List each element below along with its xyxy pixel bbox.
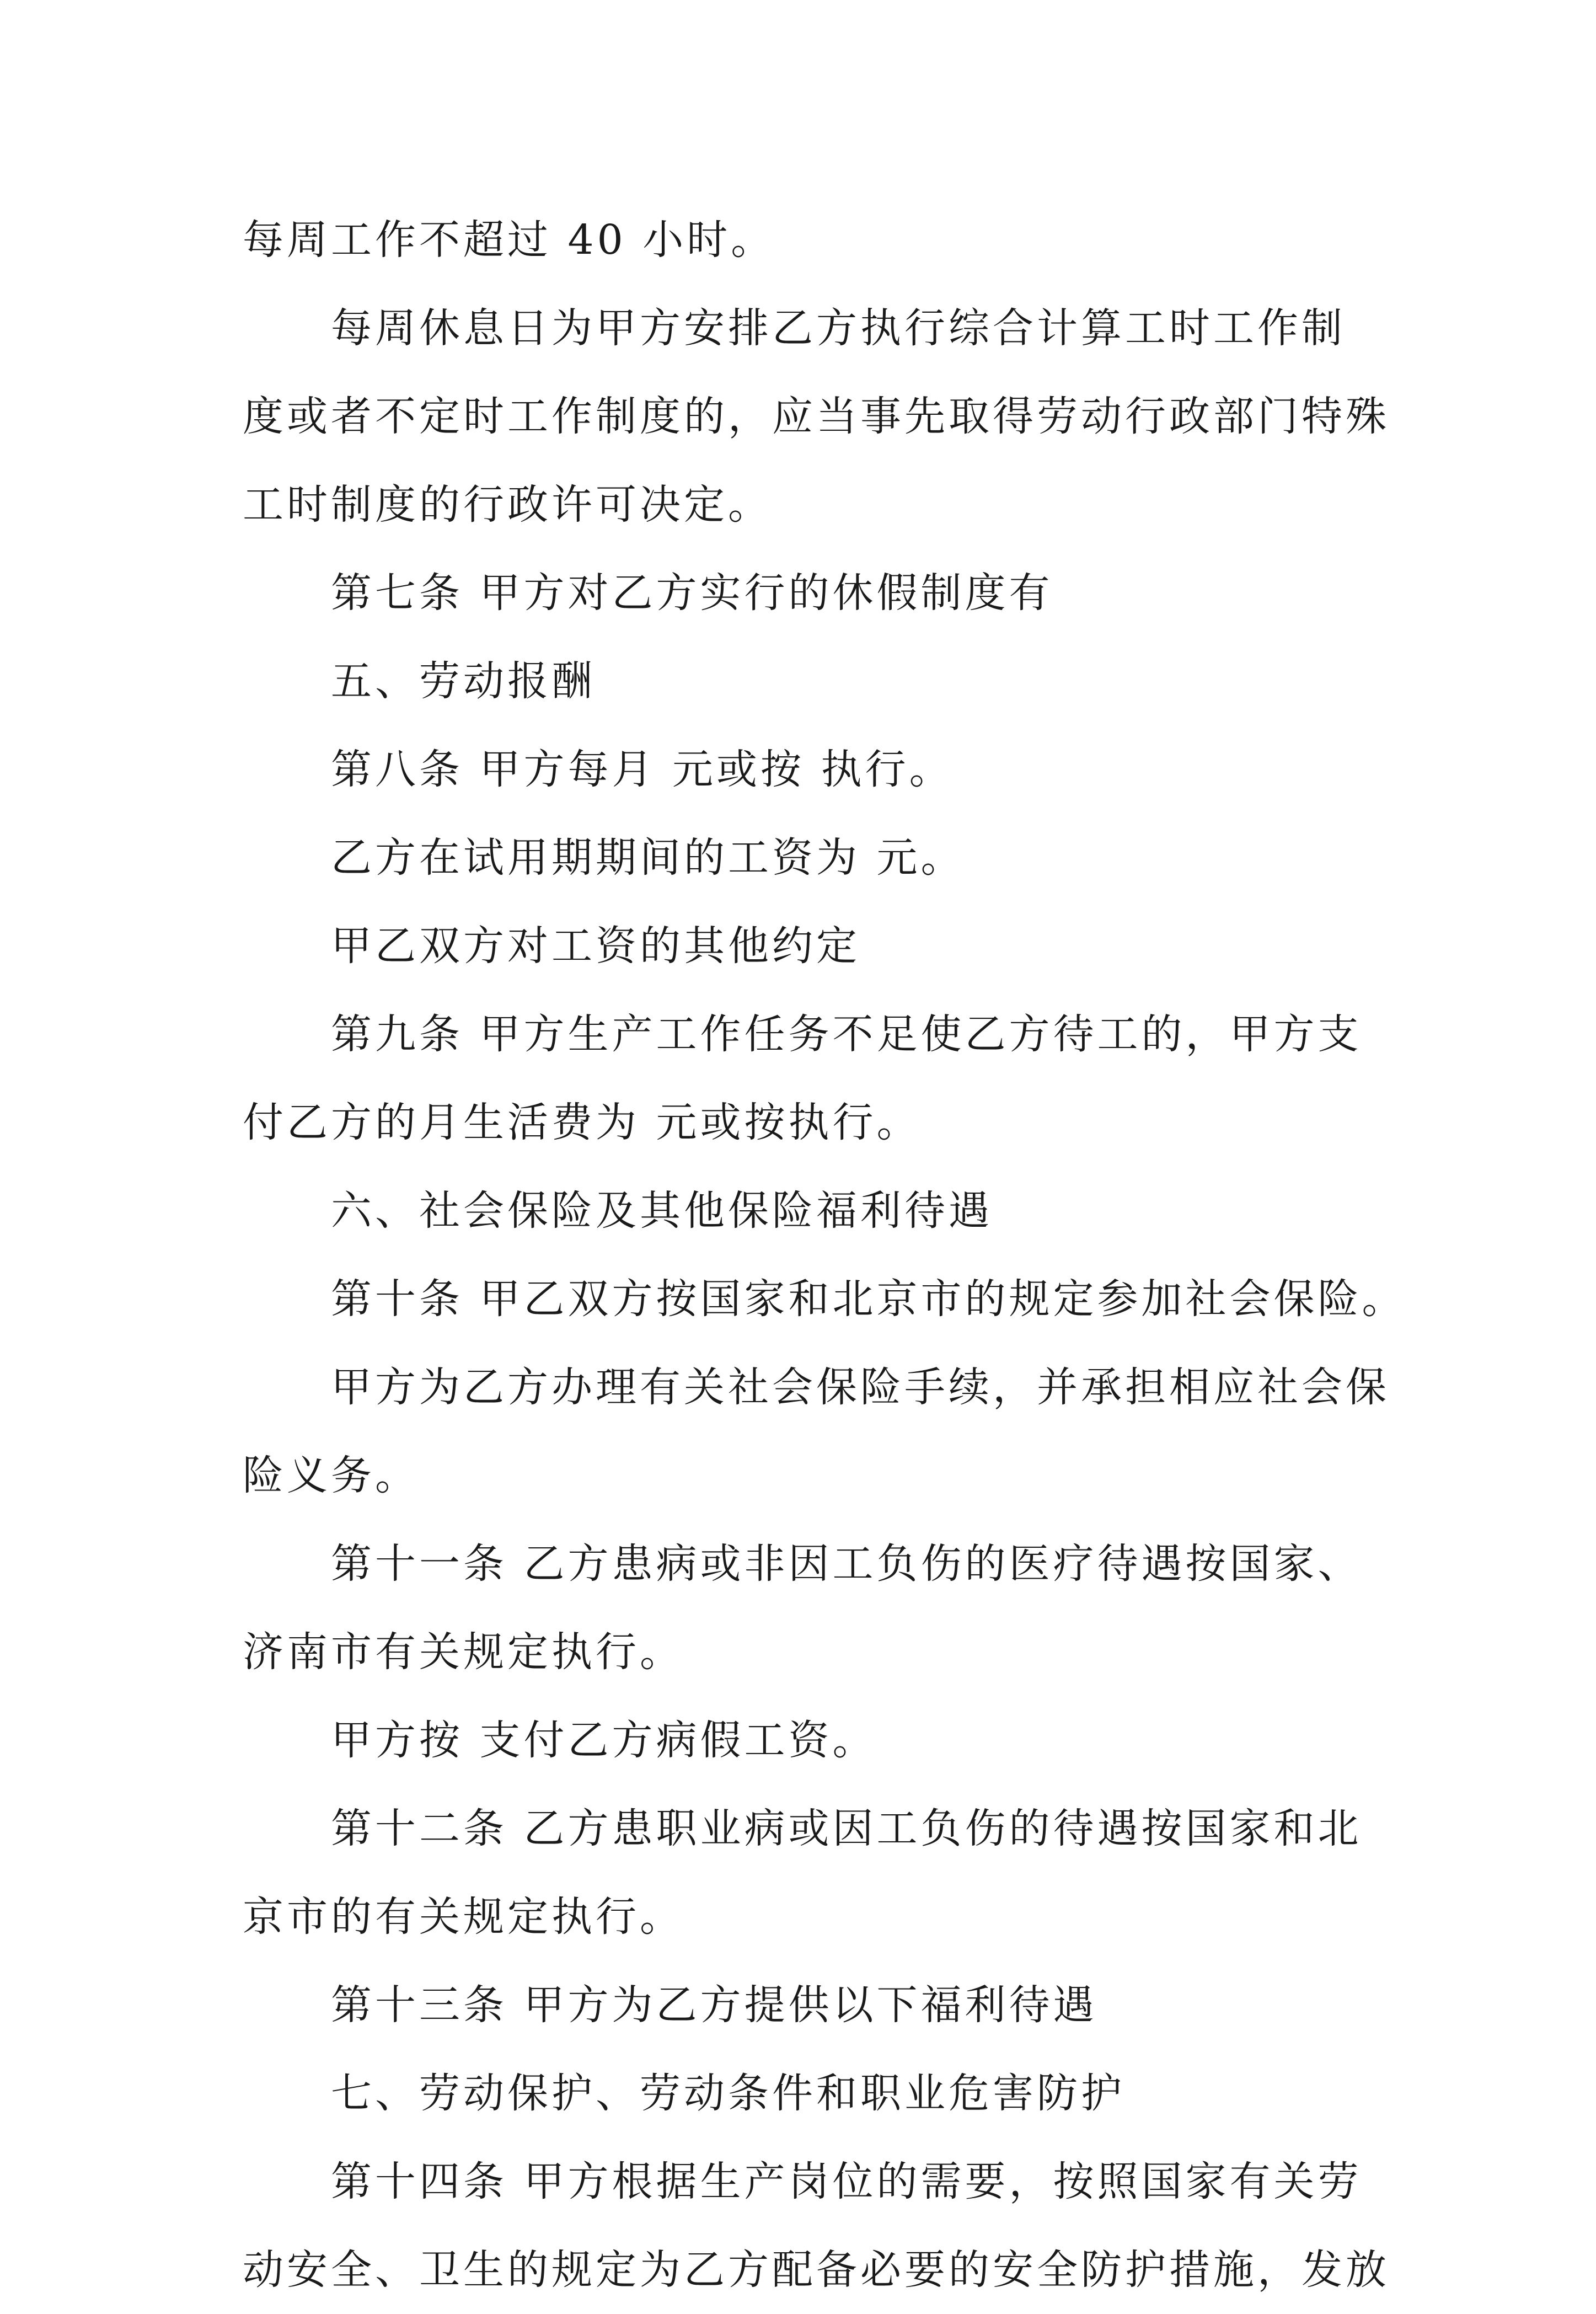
text-line: 乙方在试用期期间的工资为 元。 bbox=[331, 834, 965, 881]
article-9-line: 第九条 甲方生产工作任务不足使乙方待工的，甲方支 bbox=[331, 1011, 1362, 1058]
text-line: 每周休息日为甲方安排乙方执行综合计算工时工作制 bbox=[331, 304, 1346, 352]
article-14-line: 第十四条 甲方根据生产岗位的需要，按照国家有关劳 bbox=[331, 2158, 1362, 2205]
text-line: 甲方按 支付乙方病假工资。 bbox=[331, 1717, 877, 1764]
text-line: 付乙方的月生活费为 元或按执行。 bbox=[243, 1099, 921, 1146]
text-line: 京市的有关规定执行。 bbox=[243, 1893, 684, 1941]
section-heading-7: 七、劳动保护、劳动条件和职业危害防护 bbox=[331, 2070, 1125, 2117]
text-line: 甲方为乙方办理有关社会保险手续，并承担相应社会保 bbox=[331, 1364, 1390, 1411]
document-body bbox=[243, 196, 1406, 2314]
text-line: 度或者不定时工作制度的，应当事先取得劳动行政部门特殊 bbox=[243, 393, 1390, 440]
article-13-line: 第十三条 甲方为乙方提供以下福利待遇 bbox=[331, 1981, 1097, 2029]
article-8-line: 第八条 甲方每月 元或按 执行。 bbox=[331, 746, 954, 793]
text-line: 动安全、卫生的规定为乙方配备必要的安全防护措施，发放 bbox=[243, 2246, 1390, 2294]
text-line: 济南市有关规定执行。 bbox=[243, 1628, 684, 1676]
article-10-line: 第十条 甲乙双方按国家和北京市的规定参加社会保险。 bbox=[331, 1275, 1406, 1323]
section-heading-6: 六、社会保险及其他保险福利待遇 bbox=[331, 1187, 993, 1235]
section-heading-5: 五、劳动报酬 bbox=[331, 658, 596, 705]
text-line: 工时制度的行政许可决定。 bbox=[243, 481, 772, 528]
text-line: 甲乙双方对工资的其他约定 bbox=[331, 922, 860, 970]
article-7-line: 第七条 甲方对乙方实行的休假制度有 bbox=[331, 569, 1053, 617]
text-line: 险义务。 bbox=[243, 1452, 419, 1499]
text-line: 每周工作不超过 40 小时。 bbox=[243, 216, 775, 264]
article-11-line: 第十一条 乙方患病或非因工负伤的医疗待遇按国家、 bbox=[331, 1540, 1362, 1588]
article-12-line: 第十二条 乙方患职业病或因工负伤的待遇按国家和北 bbox=[331, 1805, 1362, 1852]
